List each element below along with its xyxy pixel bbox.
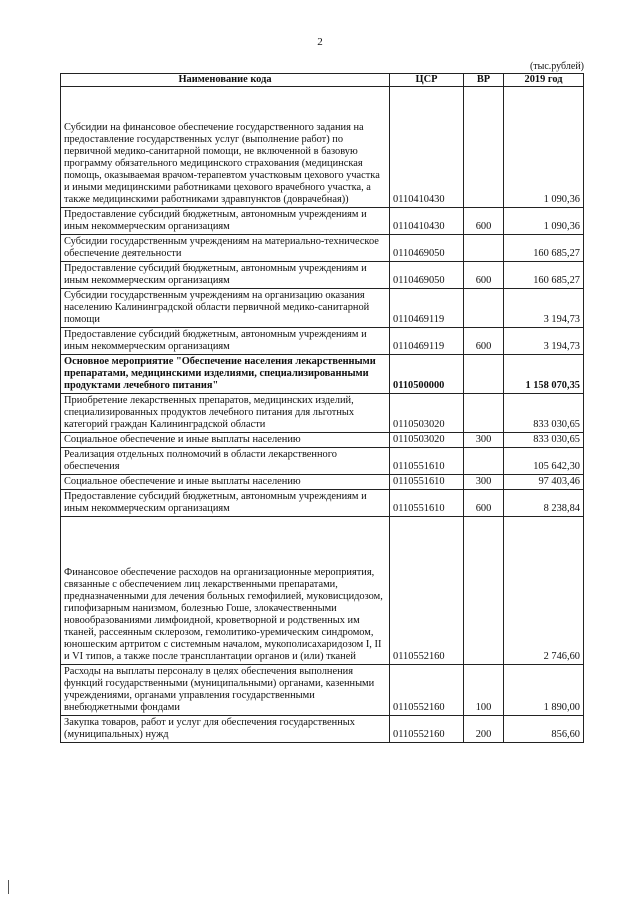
cell-name: Приобретение лекарственных препаратов, медицинских изделий, специализированных продуктов лечебного питания для льготных категорий граждан Калининградской области [61, 394, 390, 433]
cell-vr [464, 394, 504, 433]
cell-vr [464, 517, 504, 665]
table-row [61, 328, 584, 355]
cell-csr: 0110552160 [390, 517, 464, 665]
cell-name: Финансовое обеспечение расходов на организационные мероприятия, связанные с обеспечением лиц лекарственными препаратами, предназначенными для лечения больных гемофилией, муковисцидозом, гипофизарным нанизмом, болезнью Гоше, злокачественными новообразованиями лимфоидной, кроветворной и родственных им тканей, рассеянным склерозом, гемолитико-уремическим синдромом, юношеским артритом с системным началом, мукополисахаридозом I, II и VI типов, а также после трансплантации органов и (или) тканей [61, 517, 390, 665]
cell-vr: 300 [464, 433, 504, 448]
cell-name: Субсидии государственным учреждениям на организацию оказания населению Калининградской области первичной медико-санитарной помощи [61, 289, 390, 328]
cell-name: Предоставление субсидий бюджетным, автономным учреждениям и иным некоммерческим организациям [61, 328, 390, 355]
cell-csr: 0110469050 [390, 235, 464, 262]
cell-vr: 300 [464, 475, 504, 490]
cell-sum: 97 403,46 [504, 475, 584, 490]
cell-vr [464, 448, 504, 475]
header-csr: ЦСР [390, 74, 464, 87]
cell-sum: 1 090,36 [504, 208, 584, 235]
cell-vr: 600 [464, 262, 504, 289]
page-number: 2 [317, 36, 323, 48]
table-body [61, 87, 584, 743]
table-row [61, 355, 584, 394]
unit-label: (тыс.рублей) [529, 61, 584, 72]
cell-sum: 3 194,73 [504, 289, 584, 328]
cell-csr: 0110551610 [390, 448, 464, 475]
table-row [61, 716, 584, 743]
cell-csr: 0110469119 [390, 328, 464, 355]
cell-csr: 0110503020 [390, 433, 464, 448]
header-name: Наименование кода [61, 74, 390, 87]
cell-name: Субсидии на финансовое обеспечение государственного задания на предоставление государственных услуг (выполнение работ) по первичной медико-санитарной помощи, не включенной в базовую программу обязательного медицинского страхования (медицинская помощь, оказываемая врачом-терапевтом участковым цехового участка и иными медицинскими работниками цехового врачебного участка, а также медицинскими работниками здравпунктов (доврачебная)) [61, 87, 390, 208]
cell-csr: 0110410430 [390, 87, 464, 208]
cell-name: Предоставление субсидий бюджетным, автономным учреждениям и иным некоммерческим организациям [61, 208, 390, 235]
header-vr: ВР [464, 74, 504, 87]
cell-name: Расходы на выплаты персоналу в целях обеспечения выполнения функций государственными (муниципальными) органами, казенными учреждениями, органами управления государственными внебюджетными фондами [61, 665, 390, 716]
cell-name: Субсидии государственным учреждениям на материально-техническое обеспечение деятельности [61, 235, 390, 262]
cell-vr [464, 87, 504, 208]
cell-csr: 0110552160 [390, 716, 464, 743]
cell-sum: 3 194,73 [504, 328, 584, 355]
header-year: 2019 год [504, 74, 584, 87]
table-row [61, 490, 584, 517]
cell-vr: 100 [464, 665, 504, 716]
cell-sum: 833 030,65 [504, 394, 584, 433]
cell-vr [464, 289, 504, 328]
cell-sum: 856,60 [504, 716, 584, 743]
table-row [61, 262, 584, 289]
cell-sum: 833 030,65 [504, 433, 584, 448]
cell-sum: 160 685,27 [504, 262, 584, 289]
table-row [61, 394, 584, 433]
table-row [61, 87, 584, 208]
cell-name: Предоставление субсидий бюджетным, автономным учреждениям и иным некоммерческим организациям [61, 490, 390, 517]
cell-csr: 0110469050 [390, 262, 464, 289]
cell-name: Предоставление субсидий бюджетным, автономным учреждениям и иным некоммерческим организациям [61, 262, 390, 289]
table-row [61, 665, 584, 716]
table-row [61, 208, 584, 235]
cell-csr: 0110469119 [390, 289, 464, 328]
table-row [61, 448, 584, 475]
cell-csr: 0110410430 [390, 208, 464, 235]
budget-table [60, 73, 584, 743]
cell-sum: 1 890,00 [504, 665, 584, 716]
cell-vr: 600 [464, 328, 504, 355]
cell-csr: 0110500000 [390, 355, 464, 394]
cell-name: Социальное обеспечение и иные выплаты населению [61, 475, 390, 490]
cell-sum: 8 238,84 [504, 490, 584, 517]
table-row [61, 517, 584, 665]
cell-csr: 0110551610 [390, 475, 464, 490]
cell-sum: 1 158 070,35 [504, 355, 584, 394]
cell-csr: 0110552160 [390, 665, 464, 716]
margin-mark [8, 880, 9, 894]
cell-name: Закупка товаров, работ и услуг для обеспечения государственных (муниципальных) нужд [61, 716, 390, 743]
cell-vr [464, 355, 504, 394]
cell-sum: 2 746,60 [504, 517, 584, 665]
cell-name: Социальное обеспечение и иные выплаты населению [61, 433, 390, 448]
cell-vr [464, 235, 504, 262]
table-row [61, 235, 584, 262]
cell-name: Реализация отдельных полномочий в области лекарственного обеспечения [61, 448, 390, 475]
table-row [61, 289, 584, 328]
cell-csr: 0110503020 [390, 394, 464, 433]
cell-sum: 160 685,27 [504, 235, 584, 262]
table-row [61, 433, 584, 448]
cell-vr: 600 [464, 208, 504, 235]
cell-sum: 1 090,36 [504, 87, 584, 208]
cell-vr: 200 [464, 716, 504, 743]
cell-sum: 105 642,30 [504, 448, 584, 475]
cell-csr: 0110551610 [390, 490, 464, 517]
table-row [61, 475, 584, 490]
table-header-row [61, 74, 584, 87]
cell-name: Основное мероприятие "Обеспечение населения лекарственными препаратами, медицинскими изделиями, специализированными продуктами лечебного питания" [61, 355, 390, 394]
cell-vr: 600 [464, 490, 504, 517]
